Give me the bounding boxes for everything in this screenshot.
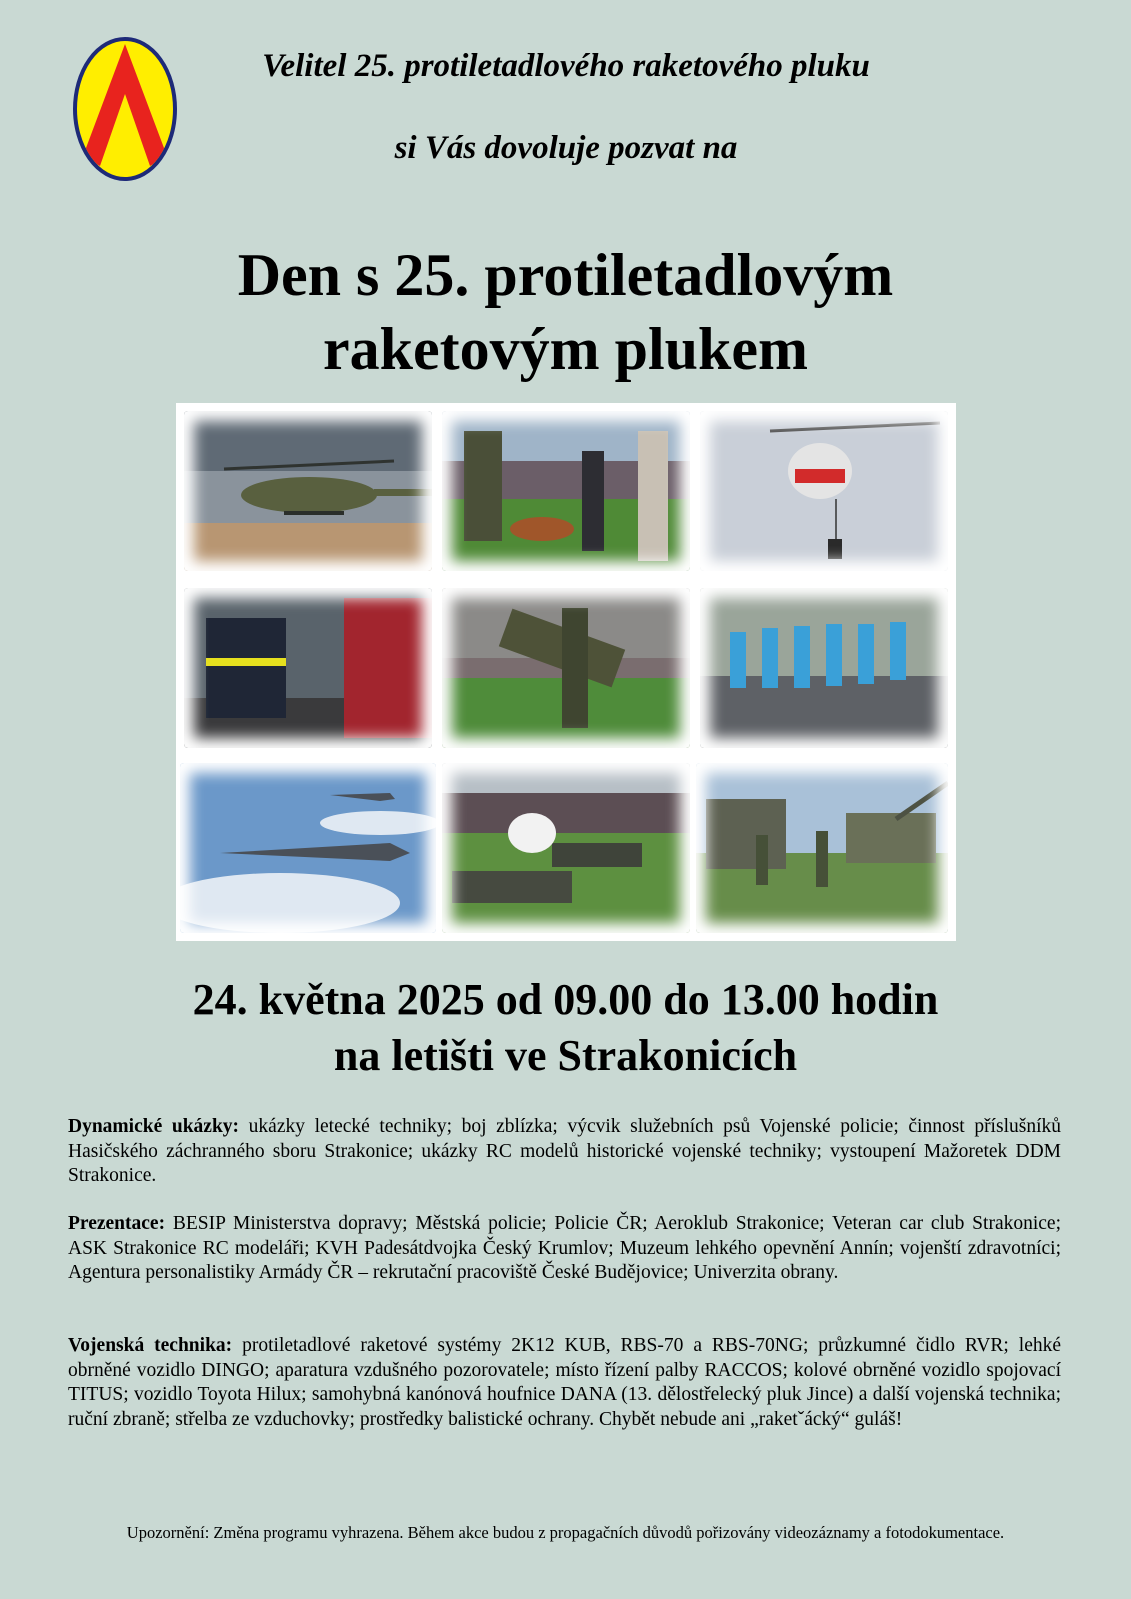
header-line-2: si Vás dovoluje pozvat na: [394, 130, 738, 166]
section-label: Vojenská technika:: [68, 1335, 233, 1356]
section-dynamic-demos: [68, 1115, 1061, 1189]
firefighters-rescue-photo: [184, 588, 432, 748]
title-line-2: raketovým plukem: [323, 316, 808, 382]
header-line-1: Velitel 25. protiletadlového raketového pluku: [262, 48, 870, 84]
majorettes-photo: [700, 588, 948, 748]
section-text: BESIP Ministerstva dopravy; Městská policie; Policie ČR; Aeroklub Strakonice; Veteran car club Strakonice; ASK Strakonice RC modeláři; KVH Padesátdvojka Český Krumlov; Muzeum lehkého opevnění Annín; vojenští zdravotníci; Agentura personalistiky Armády ČR – rekrutační pracoviště České Budějovice; Univerzita obrany.: [68, 1213, 1061, 1284]
notice-footer: Upozornění: Změna programu vyhrazena. Během akce budou z propagačních důvodů pořizovány videozáznamy a fotodokumentace.: [126, 1523, 1005, 1542]
title-line-1: Den s 25. protiletadlovým: [237, 242, 894, 308]
section-label: Prezentace:: [68, 1213, 166, 1234]
event-date: 24. května 2025 od 09.00 do 13.00 hodin: [192, 975, 939, 1024]
section-text: ukázky letecké techniky; boj zblízka; výcvik služebních psů Vojenské policie; činnost příslušníků Hasičského záchranného sboru Strakonice; ukázky RC modelů historické vojenské techniky; vystoupení Mažoretek DDM Strakonice.: [68, 1116, 1061, 1187]
photo-collage: [176, 403, 956, 941]
section-label: Dynamické ukázky:: [68, 1116, 240, 1137]
military-equipment-photo: [696, 763, 948, 933]
helicopter-landing-photo: [184, 411, 432, 571]
event-place: na letišti ve Strakonicích: [333, 1031, 798, 1080]
section-presentations: [68, 1212, 1061, 1286]
page-title: [100, 238, 1031, 386]
rescue-helicopter-photo: [700, 411, 948, 571]
section-military-equipment: [68, 1334, 1061, 1432]
section-text: protiletadlové raketové systémy 2K12 KUB, RBS-70 a RBS-70NG; průzkumné čidlo RVR; lehké obrněné vozidlo DINGO; aparatura vzdušného pozorovatele; místo řízení palby RACCOS; kolové obrněné vozidlo spojovací TITUS; vozidlo Toyota Hilux; samohybná kanónová houfnice DANA (13. dělostřelecký pluk Jince) a další vojenská technika; ruční zbraně; střelba ze vzduchovky; prostředky balistické ochrany. Chybět nebude ani „raketˇácký“ guláš!: [68, 1335, 1062, 1430]
event-date-place: [60, 972, 1071, 1084]
fighter-jets-photo: [180, 763, 436, 933]
tanks-demonstration-photo: [442, 763, 690, 933]
close-combat-photo: [442, 588, 690, 748]
police-dog-training-photo: [442, 411, 690, 571]
